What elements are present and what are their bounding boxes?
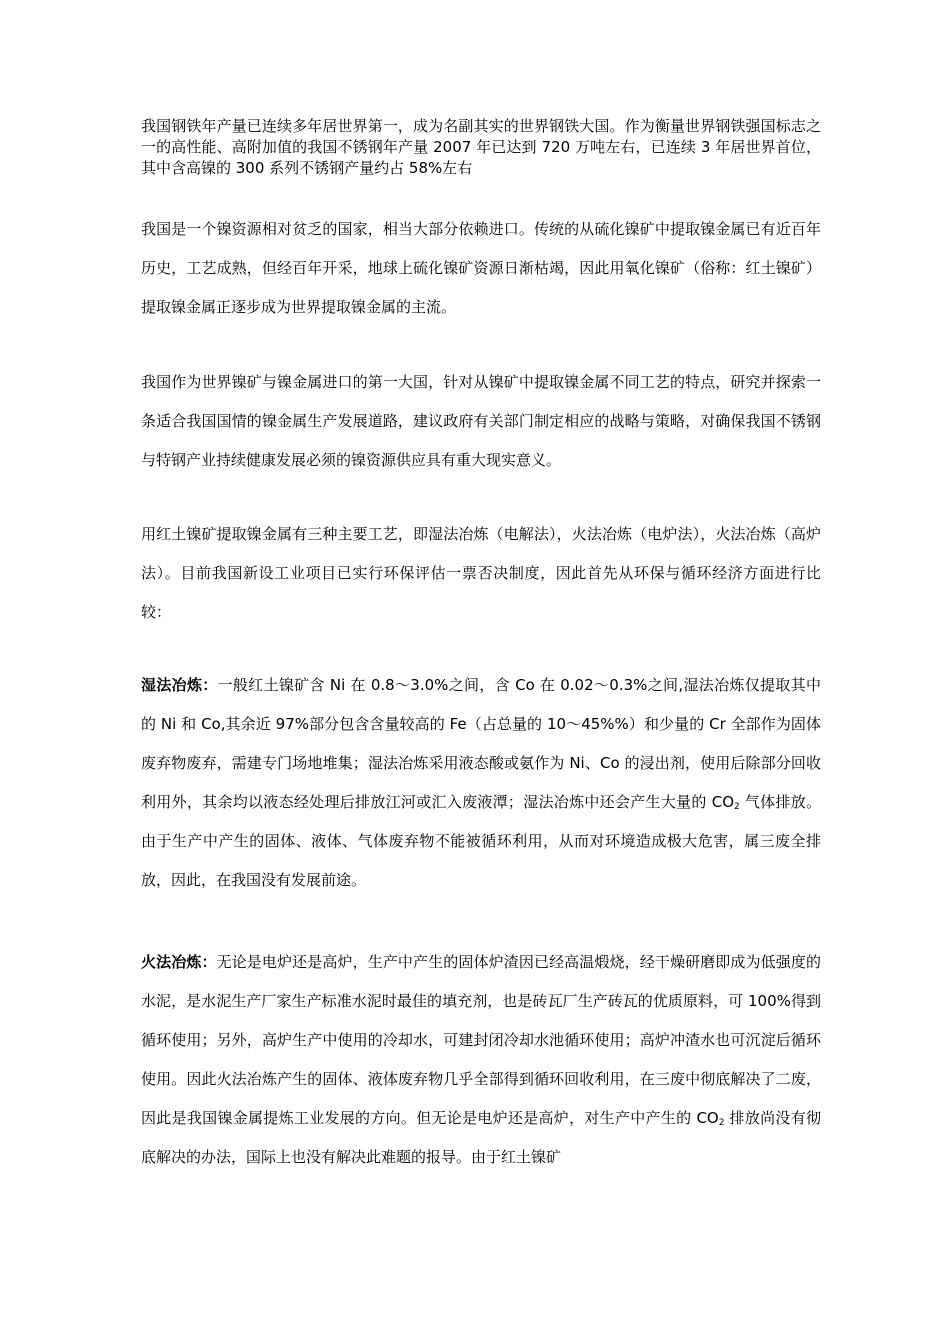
pyrometallurgy-heading: 火法冶炼： bbox=[141, 953, 217, 971]
co2-subscript: 2 bbox=[734, 802, 740, 812]
paragraph-import-strategy: 我国作为世界镍矿与镍金属进口的第一大国，针对从镍矿中提取镍金属不同工艺的特点，研究并探索一条适合我国国情的镍金属生产发展道路，建议政府有关部门制定相应的战略与策略，对确保我国不锈钢与特钢产业持续健康发展必须的镍资源供应具有重大现实意义。 bbox=[141, 373, 821, 469]
co2-subscript: 2 bbox=[718, 1118, 725, 1128]
paragraph-steel-production: 我国钢铁年产量已连续多年居世界第一，成为名副其实的世界钢铁大国。作为衡量世界钢铁强国标志之一的高性能、高附加值的我国不锈钢年产量 2007 年已达到 720 万吨左右，已连续 3 年居世界首位，其中含高镍的 300 系列不锈钢产量约占 58%左右 bbox=[141, 117, 821, 177]
paragraph-pyrometallurgy bbox=[141, 943, 821, 1177]
pyrometallurgy-text-a: 无论是电炉还是高炉，生产中产生的固体炉渣因已经高温煅烧，经干燥研磨即成为低强度的水泥，是水泥生产厂家生产标准水泥时最佳的填充剂，也是砖瓦厂生产砖瓦的优质原料，可 100%得到循环使用；另外，高炉生产中使用的冷却水，可建封闭冷却水池循环使用；高炉冲渣水也可沉淀后循环使用。因此火法冶炼产生的固体、液体废弃物几乎全部得到循环回收利用，在三废中彻底解决了二废，因此是我国镍金属提炼工业发展的方向。但无论是电炉还是高炉，对生产中产生的 CO bbox=[141, 953, 821, 1127]
pyrometallurgy-text-b: 排放尚没有彻底解决的办法，国际上也没有解决此难题的报导。由于红土镍矿 bbox=[141, 1109, 821, 1166]
hydrometallurgy-text-b: 气体排放。由于生产中产生的固体、液体、气体废弃物不能被循环利用，从而对环境造成极大危害，属三废全排放，因此，在我国没有发展前途。 bbox=[141, 793, 821, 889]
hydrometallurgy-text-a: 一般红土镍矿含 Ni 在 0.8～3.0%之间，含 Co 在 0.02～0.3%之间,湿法冶炼仅提取其中的 Ni 和 Co,其余近 97%部分包含含量较高的 Fe（占总量的 10～45%%）和少量的 Cr 全部作为固体废弃物废弃，需建专门场地堆集；湿法冶炼采用液态酸或氨作为 Ni、Co 的浸出剂，使用后除部分回收利用外，其余均以液态经处理后排放江河或汇入废液潭；湿法冶炼中还会产生大量的 CO bbox=[141, 676, 821, 811]
paragraph-hydrometallurgy bbox=[141, 666, 821, 900]
hydrometallurgy-heading: 湿法冶炼： bbox=[141, 676, 218, 694]
paragraph-nickel-resources: 我国是一个镍资源相对贫乏的国家，相当大部分依赖进口。传统的从硫化镍矿中提取镍金属已有近百年历史，工艺成熟，但经百年开采，地球上硫化镍矿资源日渐枯竭，因此用氧化镍矿（俗称：红土镍矿）提取镍金属正逐步成为世界提取镍金属的主流。 bbox=[141, 220, 821, 316]
paragraph-three-processes: 用红土镍矿提取镍金属有三种主要工艺，即湿法冶炼（电解法），火法冶炼（电炉法），火法冶炼（高炉法）。目前我国新设工业项目已实行环保评估一票否决制度，因此首先从环保与循环经济方面进行比较： bbox=[141, 525, 821, 621]
